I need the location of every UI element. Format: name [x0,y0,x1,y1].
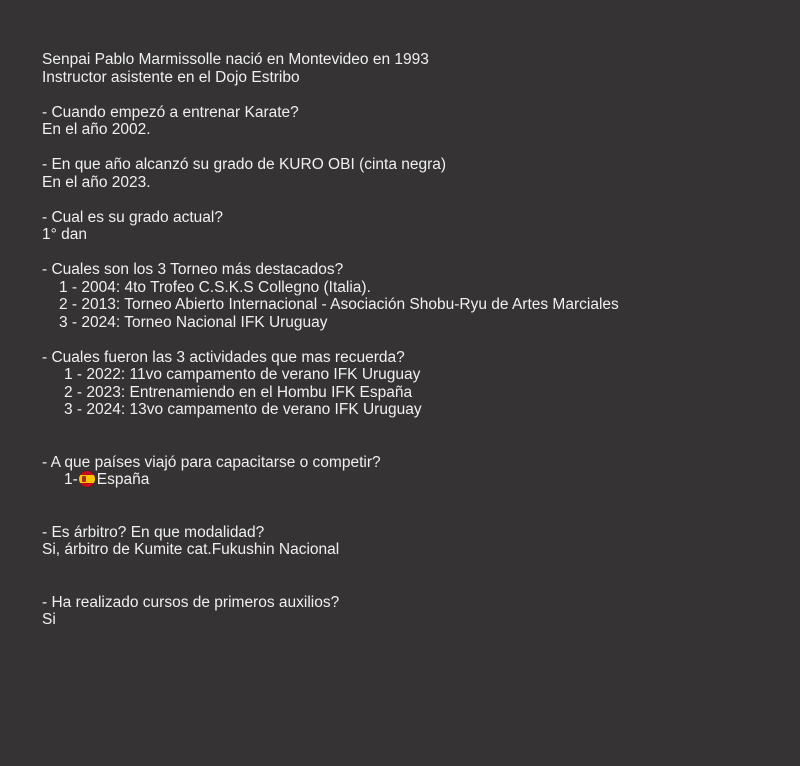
country-item-prefix: 1- [64,471,78,488]
question-activities: - Cuales fueron las 3 actividades que mas recuerda? [42,348,405,366]
question-referee: - Es árbitro? En que modalidad? [42,523,265,541]
question-first-aid: - Ha realizado cursos de primeros auxilios? [42,593,340,611]
tournament-item: 1 - 2004: 4to Trofeo C.S.K.S Collegno (Italia). [59,278,371,296]
country-item-name: España [96,471,150,488]
answer-black-belt: En el año 2023. [42,173,151,191]
intro-role-line: Instructor asistente en el Dojo Estribo [42,68,300,86]
activity-item: 2 - 2023: Entrenamiendo en el Hombu IFK España [64,383,413,401]
answer-current-grade: 1° dan [42,226,87,243]
question-tournaments: - Cuales son los 3 Torneo más destacados? [42,261,344,278]
activity-item: 3 - 2024: 13vo campamento de verano IFK Uruguay [64,401,422,418]
question-start-training: - Cuando empezó a entrenar Karate? [42,103,299,121]
intro-birth-line: Senpai Pablo Marmissolle nació en Montevideo en 1993 [42,51,429,68]
tournament-item: 2 - 2013: Torneo Abierto Internacional - Asociación Shobu-Ryu de Artes Marciales [59,296,619,313]
question-black-belt: - En que año alcanzó su grado de KURO OBI (cinta negra) [42,156,447,173]
tournament-item: 3 - 2024: Torneo Nacional IFK Uruguay [59,313,328,331]
answer-first-aid: Si [42,611,56,628]
answer-start-training: En el año 2002. [42,121,151,138]
country-item [42,471,782,489]
answer-referee: Si, árbitro de Kumite cat.Fukushin Nacional [42,541,340,558]
spain-flag-icon [79,471,95,487]
profile-text-block [42,51,782,629]
activity-item: 1 - 2022: 11vo campamento de verano IFK Uruguay [64,366,421,383]
question-current-grade: - Cual es su grado actual? [42,208,223,226]
question-countries: - A que países viajó para capacitarse o competir? [42,453,381,471]
